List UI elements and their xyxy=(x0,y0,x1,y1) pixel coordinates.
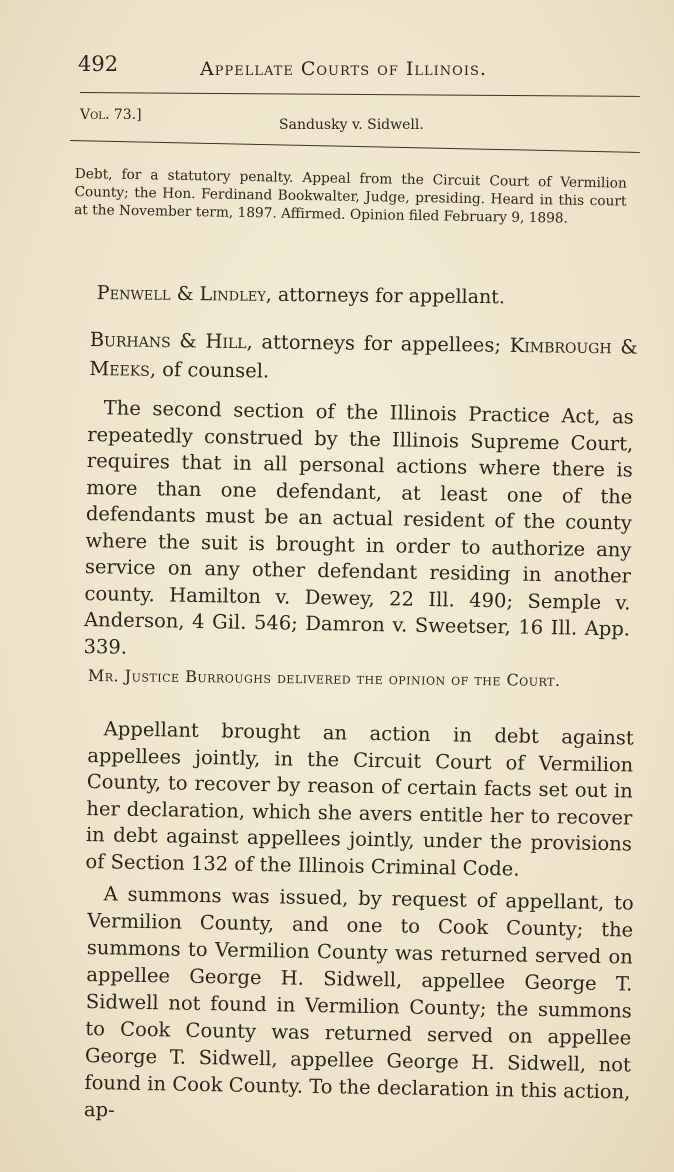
syllabus: Debt, for a statutory penalty. Appeal from the Circuit Court of Vermilion County; the Hon. Ferdinand Bookwalter, Judge, presiding. Heard in this court at the November term, 1897. Affirmed. Opinion filed February 9, 1898. xyxy=(74,165,627,227)
case-name: Sandusky v. Sidwell. xyxy=(279,117,424,133)
appellee-attorney-role: , attorneys for appellees; xyxy=(246,330,510,357)
page-number: 492 xyxy=(78,52,119,76)
opinion-judge-line: Mr. Justice Burroughs delivered the opinion of the Court. xyxy=(87,665,561,690)
appellant-attorney-names: Penwell & Lindley xyxy=(96,281,266,306)
headnote: The second section of the Illinois Practice Act, as repeatedly construed by the Illinois Supreme Court, requires that in all personal actions where there is more than one defendant, at least one of the defendants must be an actual resident of the county where the suit is brought in order to authorize any service on any other defendant residing in another county. Hamilton v. Dewey, 22 Ill. 490; Semple v. Anderson, 4 Gil. 546; Damron v. Sweetser, 16 Ill. App. 339. xyxy=(83,396,634,659)
counsel-names: Kimbrough & Meeks xyxy=(89,333,638,381)
appellee-attorney-names: Burhans & Hill xyxy=(89,327,247,354)
opinion-paragraph-1: Appellant brought an action in debt against appellees jointly, in the Circuit Court of Vermilion County, to recover by reason of certain facts set out in her declaration, which she avers entitle her to recover in debt against appellees jointly, under the provisions of Section 132 of the Illinois Criminal Code. xyxy=(85,717,634,881)
volume-label: Vol. 73.] xyxy=(80,107,142,123)
appellant-attorney-role: , attorneys for appellant. xyxy=(265,283,506,309)
appellant-attorneys xyxy=(97,278,642,314)
opinion-paragraph-2: A summons was issued, by request of appellant, to Vermilion County, and one to Cook County; the summons to Vermilion County was returned served on appellee George H. Sidwell, appellee George T. Sidwell not found in Vermilion County; the summons to Cook County was returned served on appellee George T. Sidwell, appellee George H. Sidwell, not found in Cook County. To the declaration in this action, ap- xyxy=(83,882,634,1122)
header-rule xyxy=(80,92,640,97)
running-title: Appellate Courts of Illinois. xyxy=(200,58,487,80)
header-rule-lower xyxy=(70,140,640,153)
counsel-role: , of counsel. xyxy=(149,357,270,383)
appellee-attorneys xyxy=(89,325,638,391)
